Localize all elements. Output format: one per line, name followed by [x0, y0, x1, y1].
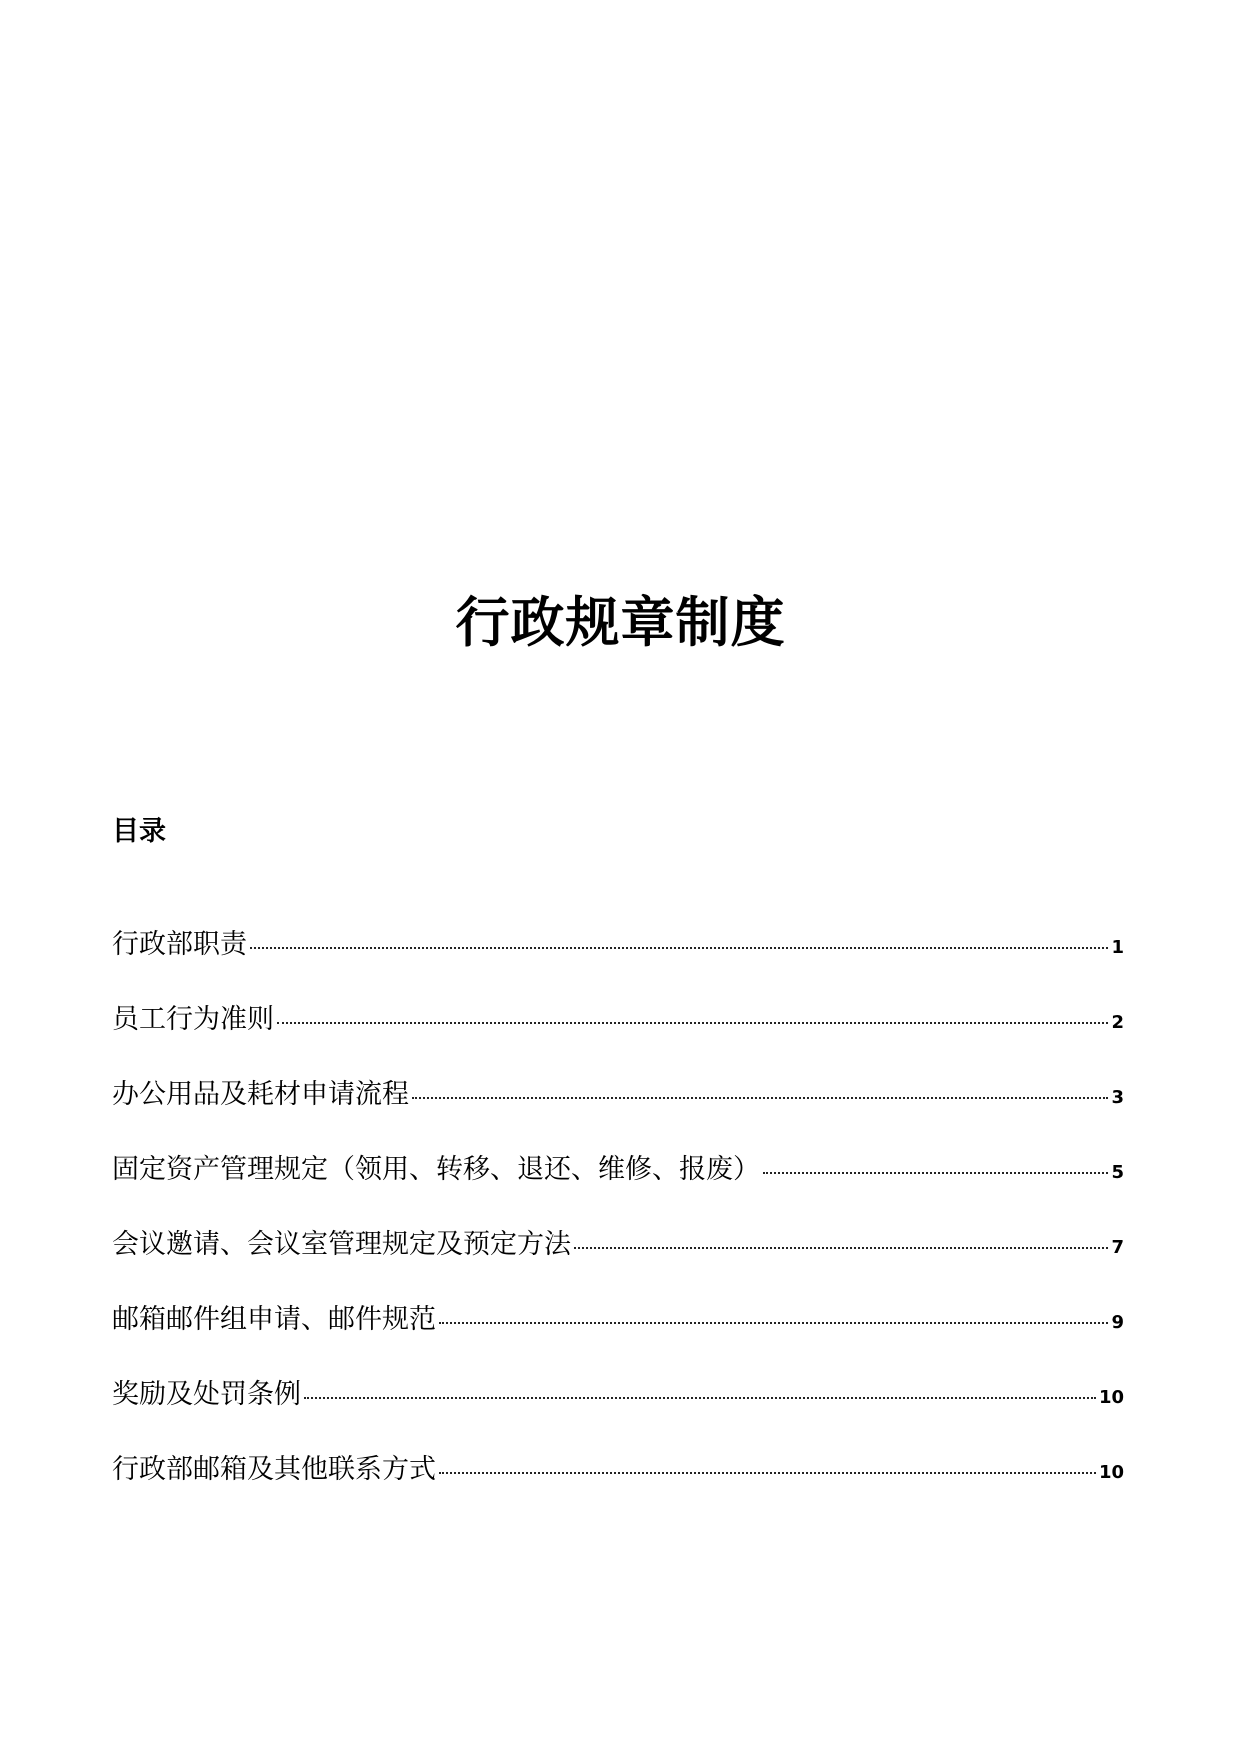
toc-entry-label: 邮箱邮件组申请、邮件规范: [112, 1304, 436, 1335]
toc-entry[interactable]: [112, 1375, 1124, 1450]
toc-entry[interactable]: [112, 1225, 1124, 1300]
toc-entry[interactable]: [112, 1150, 1124, 1225]
toc-dot-leader: [439, 1472, 1096, 1474]
toc-dot-leader: [763, 1172, 1108, 1174]
toc-entry-page: 10: [1098, 1387, 1124, 1408]
toc-entry-page: 2: [1111, 1012, 1124, 1033]
toc-entry-label: 固定资产管理规定（领用、转移、退还、维修、报废）: [112, 1154, 760, 1185]
toc-entry-label: 会议邀请、会议室管理规定及预定方法: [112, 1229, 571, 1260]
toc-entry-label: 员工行为准则: [112, 1004, 274, 1035]
toc-dot-leader: [412, 1097, 1108, 1099]
table-of-contents: [112, 925, 1124, 1525]
toc-entry[interactable]: [112, 1450, 1124, 1525]
toc-entry[interactable]: [112, 925, 1124, 1000]
toc-dot-leader: [277, 1022, 1108, 1024]
document-title: 行政规章制度: [455, 591, 786, 654]
toc-entry[interactable]: [112, 1300, 1124, 1375]
toc-entry-page: 5: [1111, 1162, 1124, 1183]
toc-dot-leader: [439, 1322, 1108, 1324]
toc-entry-label: 奖励及处罚条例: [112, 1379, 301, 1410]
toc-entry-page: 3: [1111, 1087, 1124, 1108]
toc-entry-label: 办公用品及耗材申请流程: [112, 1079, 409, 1110]
toc-dot-leader: [250, 947, 1108, 949]
toc-entry[interactable]: [112, 1000, 1124, 1075]
toc-entry-label: 行政部职责: [112, 929, 247, 960]
toc-entry-page: 7: [1111, 1237, 1124, 1258]
toc-entry-page: 10: [1098, 1462, 1124, 1483]
toc-entry-page: 1: [1111, 937, 1124, 958]
toc-dot-leader: [304, 1397, 1096, 1399]
toc-entry-label: 行政部邮箱及其他联系方式: [112, 1454, 436, 1485]
toc-entry-page: 9: [1111, 1312, 1124, 1333]
toc-heading: 目录: [112, 816, 166, 847]
toc-entry[interactable]: [112, 1075, 1124, 1150]
toc-dot-leader: [574, 1247, 1108, 1249]
